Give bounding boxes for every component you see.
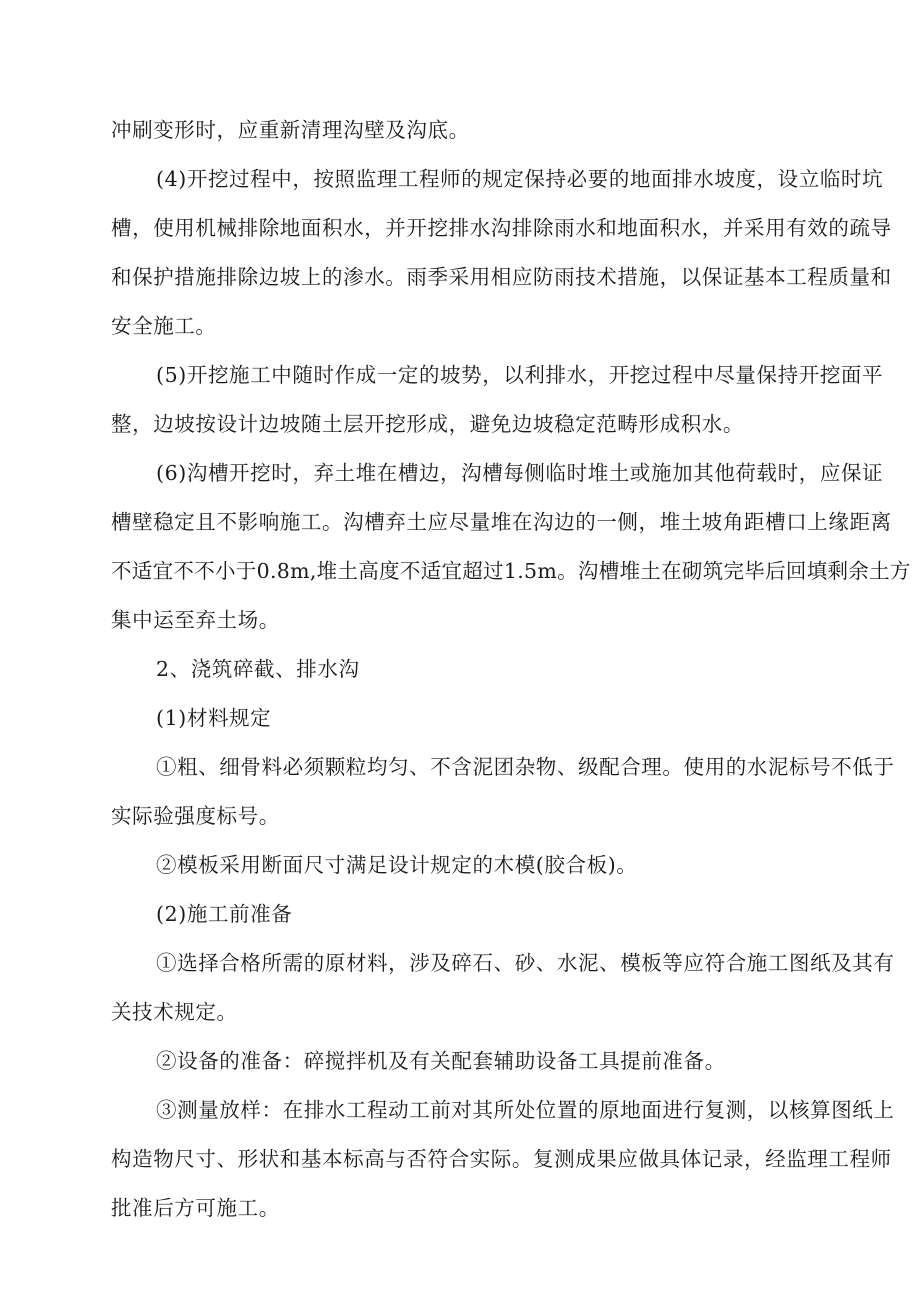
text-line: 集中运至弃土场。 xyxy=(111,608,280,632)
text-line: 批准后方可施工。 xyxy=(111,1196,280,1220)
text-line: 冲刷变形时，应重新清理沟壁及沟底。 xyxy=(111,118,470,142)
text-line: 槽，使用机械排除地面积水，并开挖排水沟排除雨水和地面积水，并采用有效的疏导 xyxy=(111,216,892,240)
text-line: ①粗、细骨料必须颗粒均匀、不含泥团杂物、级配合理。使用的水泥标号不低于 xyxy=(156,755,895,779)
subsection-heading: (1)材料规定 xyxy=(156,706,272,730)
text-line: ②设备的准备：碎搅拌机及有关配套辅助设备工具提前准备。 xyxy=(156,1049,726,1073)
text-line: 关技术规定。 xyxy=(111,1000,238,1024)
subsection-heading: (2)施工前准备 xyxy=(156,902,293,926)
text-line: (5)开挖施工中随时作成一定的坡势，以利排水，开挖过程中尽量保持开挖面平 xyxy=(156,363,884,387)
section-heading: 2、浇筑碎截、排水沟 xyxy=(156,657,360,681)
text-line: ③测量放样：在排水工程动工前对其所处位置的原地面进行复测，以核算图纸上 xyxy=(156,1098,895,1122)
text-line: (4)开挖过程中，按照监理工程师的规定保持必要的地面排水坡度，设立临时坑 xyxy=(156,167,884,191)
text-line: 实际验强度标号。 xyxy=(111,804,280,828)
text-line: 整，边坡按设计边坡随土层开挖形成，避免边坡稳定范畴形成积水。 xyxy=(111,412,744,436)
text-line: (6)沟槽开挖时，弃土堆在槽边，沟槽每侧临时堆土或施加其他荷载时，应保证 xyxy=(156,461,884,485)
text-line: ②模板采用断面尺寸满足设计规定的木模(胶合板)。 xyxy=(156,853,638,877)
text-line: 安全施工。 xyxy=(111,314,217,338)
text-line: ①选择合格所需的原材料，涉及碎石、砂、水泥、模板等应符合施工图纸及其有 xyxy=(156,951,895,975)
text-line: 不适宜不不小于0.8m,堆土高度不适宜超过1.5m。沟槽堆土在砌筑完毕后回填剩余土方 xyxy=(111,559,911,583)
text-line: 构造物尺寸、形状和基本标高与否符合实际。复测成果应做具体记录，经监理工程师 xyxy=(111,1147,892,1171)
text-line: 和保护措施排除边坡上的渗水。雨季采用相应防雨技术措施，以保证基本工程质量和 xyxy=(111,265,892,289)
text-line: 槽壁稳定且不影响施工。沟槽弃土应尽量堆在沟边的一侧，堆土坡角距槽口上缘距离 xyxy=(111,510,892,534)
